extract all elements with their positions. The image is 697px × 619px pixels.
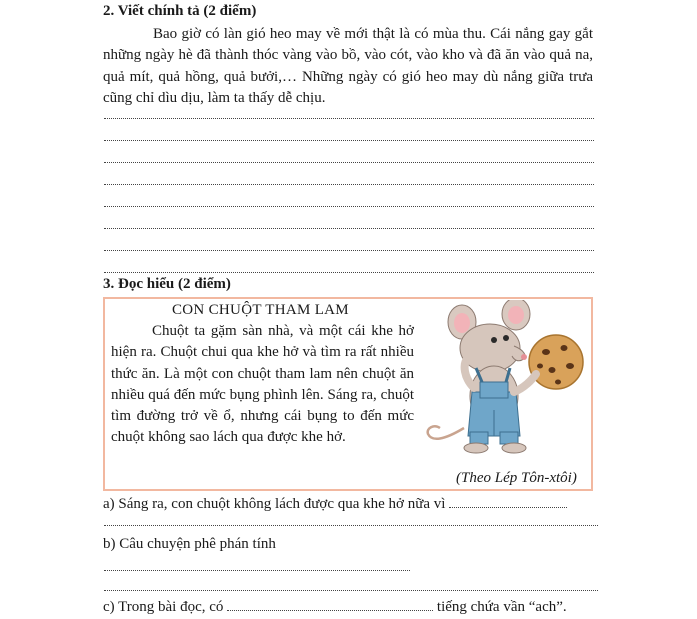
mouse-illustration bbox=[424, 300, 590, 458]
question-a bbox=[103, 495, 603, 513]
story-credit: (Theo Lép Tôn-xtôi) bbox=[456, 470, 577, 486]
writing-line[interactable] bbox=[104, 218, 594, 229]
section-3-heading: 3. Đọc hiểu (2 điểm) bbox=[103, 276, 231, 292]
question-c-text-before: c) Trong bài đọc, có bbox=[103, 599, 224, 615]
answer-blank-a[interactable] bbox=[449, 495, 567, 508]
story-text: Chuột ta gặm sàn nhà, và một cái khe hở hiện ra. Chuột chui qua khe hở và tìm ra rất nhiều thức ăn. Là một con chuột tham lam nên chuột ăn nhiều quá đến mức bụng phình lên. Sáng ra, chuột tìm đường trở về ổ, nhưng cái bụng to đến mức chuột không sao lách qua được khe hở. bbox=[111, 323, 414, 446]
answer-line-b2[interactable] bbox=[104, 580, 598, 591]
answer-line-a[interactable] bbox=[104, 515, 598, 526]
writing-line[interactable] bbox=[104, 152, 594, 163]
answer-blank-c[interactable] bbox=[227, 598, 433, 611]
dictation-passage: Bao giờ có làn gió heo may về mới thật là có mùa thu. Cái nắng gay gắt những ngày hè đã thành thóc vàng vào bồ, vào cót, vào kho và đã ăn vào quả na, quả mít, quả hồng, quả bưởi,… Những ngày có gió heo may dù nắng giữa trưa cũng chỉ dìu dịu, làm ta thấy dễ chịu. bbox=[103, 26, 593, 106]
writing-line[interactable] bbox=[104, 108, 594, 119]
writing-line[interactable] bbox=[104, 262, 594, 273]
answer-line-b1[interactable] bbox=[104, 560, 410, 571]
question-c-text-after: tiếng chứa vần “ach”. bbox=[436, 599, 567, 615]
section-2-heading: 2. Viết chính tả (2 điểm) bbox=[103, 3, 257, 19]
story-title: CON CHUỘT THAM LAM bbox=[172, 302, 349, 318]
question-c bbox=[103, 598, 603, 616]
question-a-text: a) Sáng ra, con chuột không lách được qua khe hở nữa vì bbox=[103, 496, 446, 512]
writing-line[interactable] bbox=[104, 174, 594, 185]
writing-line[interactable] bbox=[104, 240, 594, 251]
question-b: b) Câu chuyện phê phán tính bbox=[103, 536, 276, 552]
writing-line[interactable] bbox=[104, 130, 594, 141]
writing-line[interactable] bbox=[104, 196, 594, 207]
